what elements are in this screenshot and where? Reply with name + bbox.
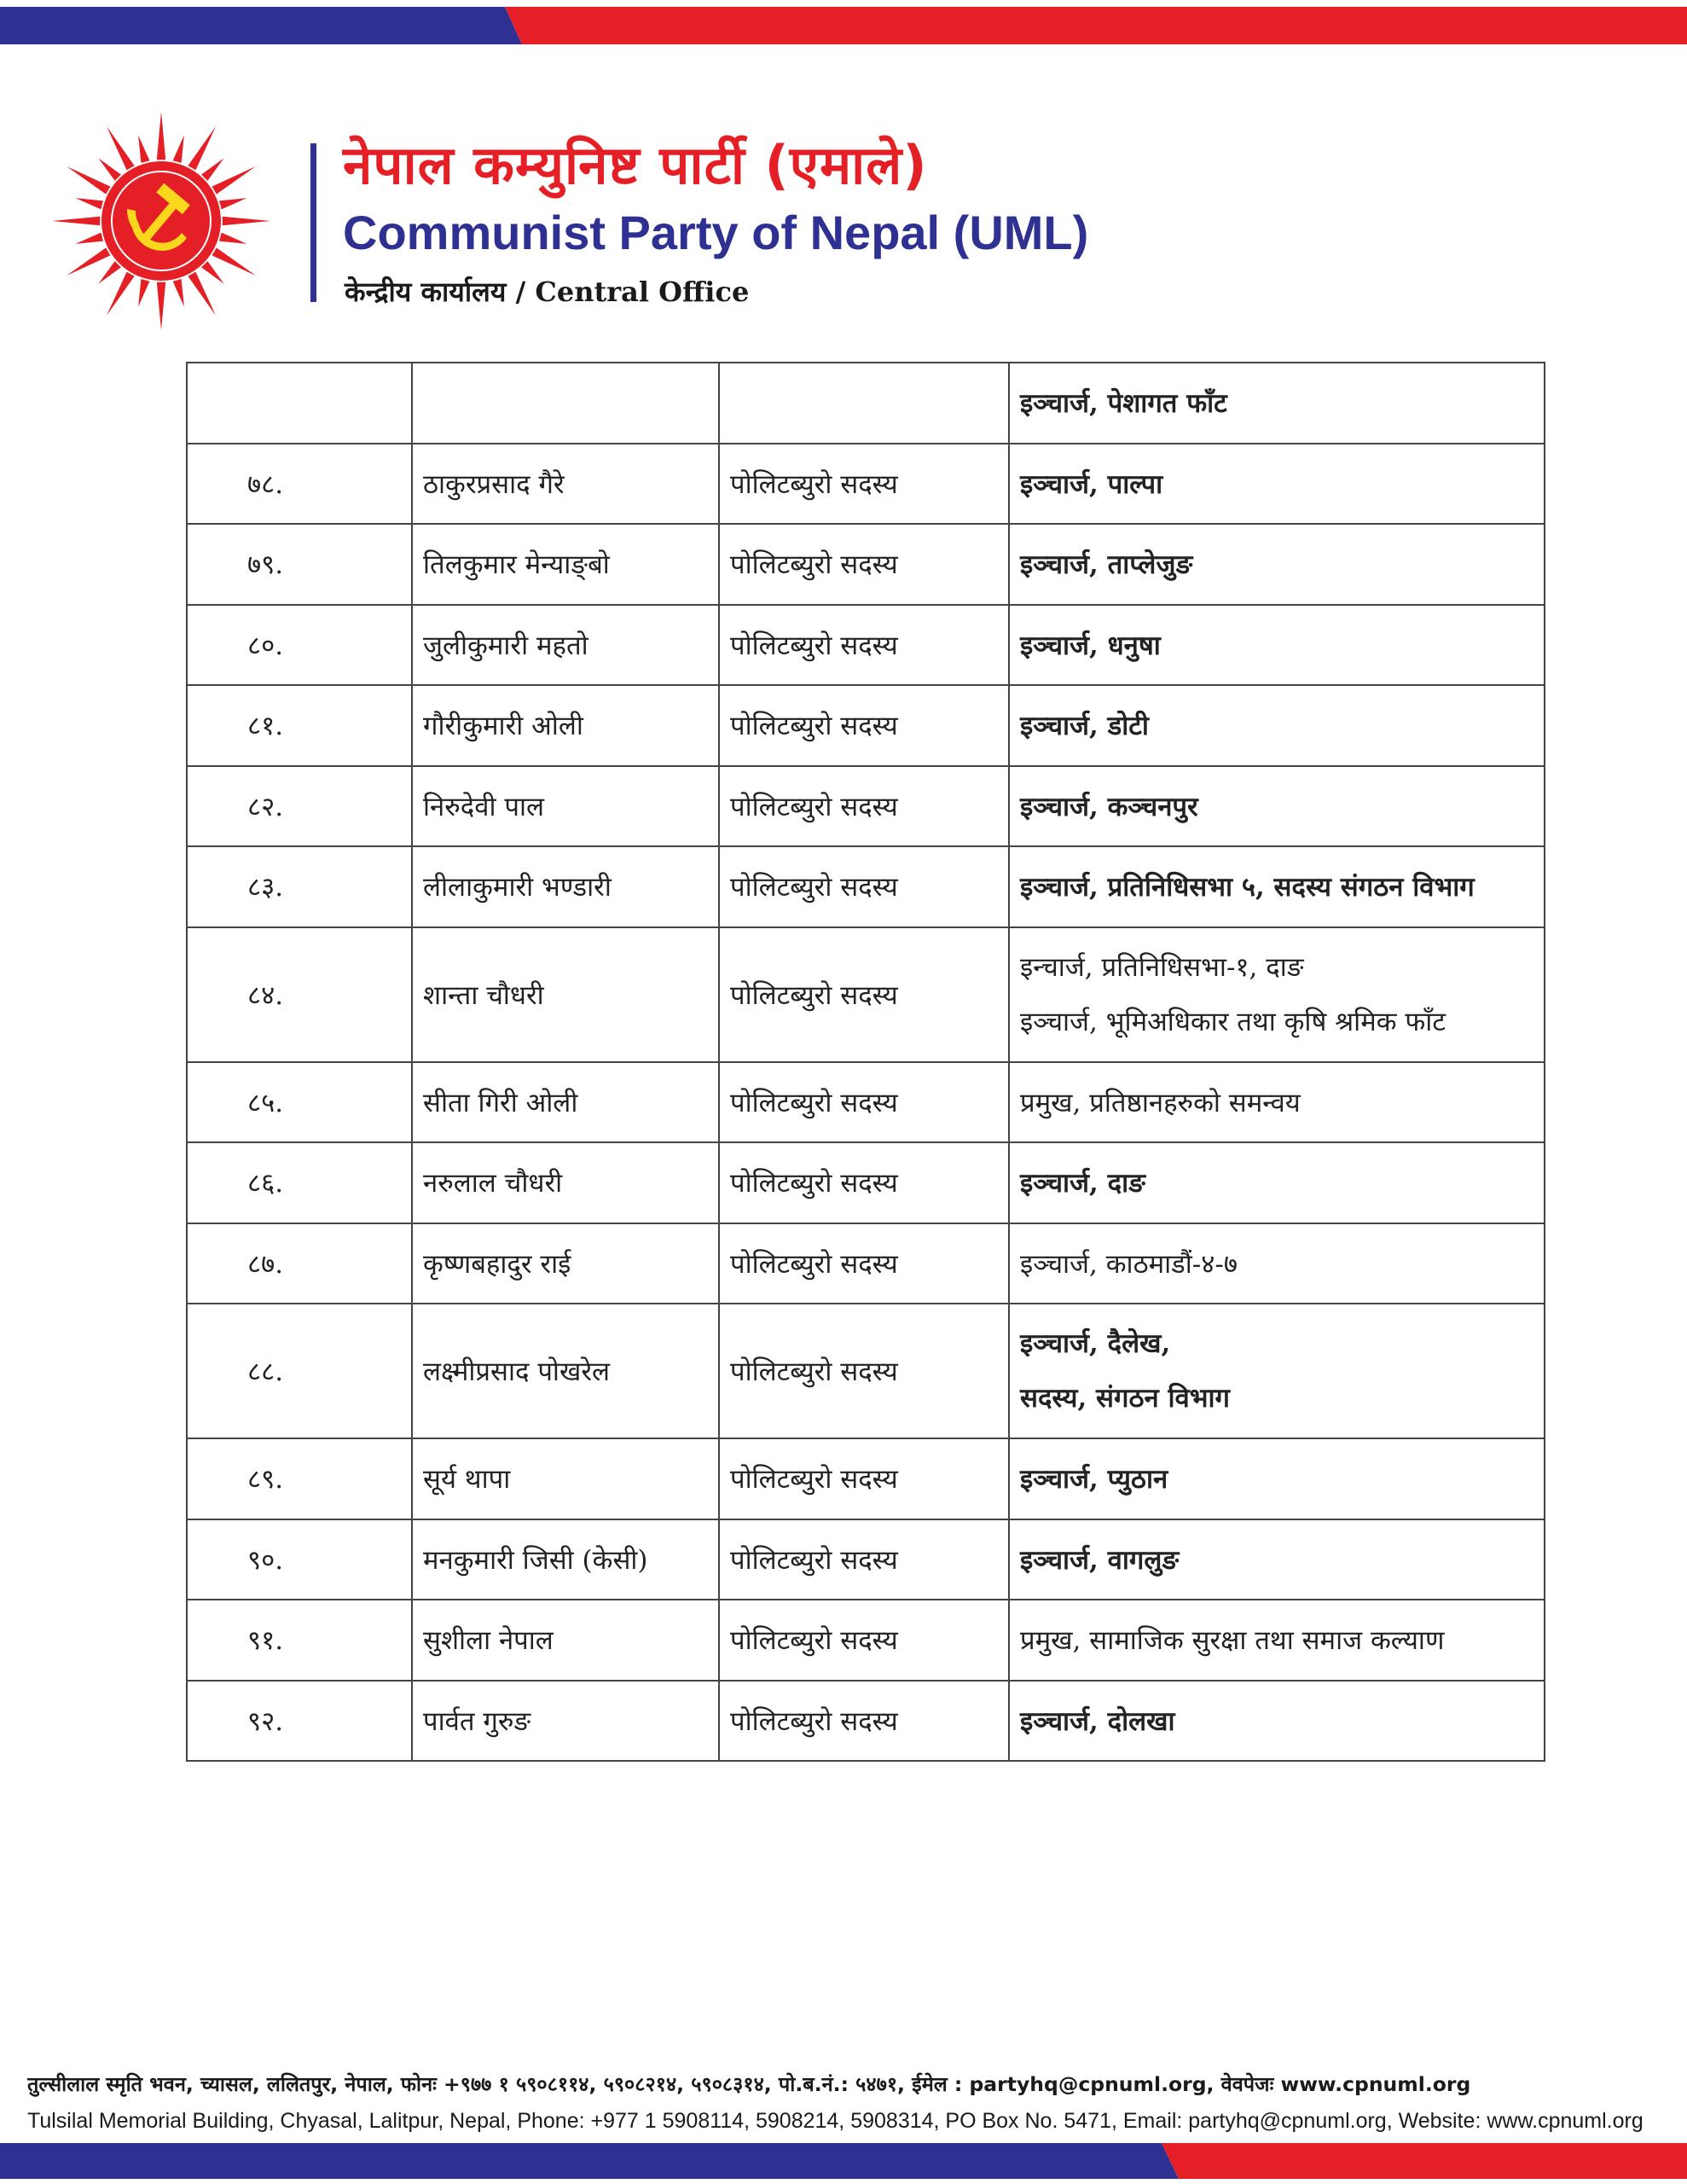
- member-name-cell: पार्वत गुरुङ: [412, 1681, 719, 1762]
- table-row: [187, 1223, 1545, 1304]
- responsibility-cell: [1009, 927, 1545, 1062]
- member-name-cell: सीता गिरी ओली: [412, 1062, 719, 1143]
- table-row: [187, 1142, 1545, 1223]
- member-name-cell: कृष्णबहादुर राई: [412, 1223, 719, 1304]
- responsibility-line: इञ्चार्ज, कञ्चनपुर: [1020, 791, 1198, 822]
- office-label: [345, 273, 749, 310]
- party-name-english: Communist Party of Nepal (UML): [343, 206, 1089, 259]
- serial-number-cell: ८७.: [187, 1223, 412, 1304]
- member-post-cell: पोलिटब्युरो सदस्य: [719, 1062, 1009, 1143]
- table-row: [187, 363, 1545, 444]
- responsibility-cell: [1009, 444, 1545, 525]
- member-post-cell: पोलिटब्युरो सदस्य: [719, 685, 1009, 766]
- responsibility-cell: [1009, 363, 1545, 444]
- responsibility-line: इञ्चार्ज, धनुषा: [1020, 630, 1161, 661]
- member-post-cell: पोलिटब्युरो सदस्य: [719, 524, 1009, 605]
- responsibility-line: इञ्चार्ज, पेशागत फाँट: [1020, 388, 1227, 420]
- member-post-cell: पोलिटब्युरो सदस्य: [719, 444, 1009, 525]
- member-name-cell: [412, 363, 719, 444]
- serial-number-cell: ९०.: [187, 1519, 412, 1600]
- member-name-cell: नरुलाल चौधरी: [412, 1142, 719, 1223]
- footer-address-nepali: तुल्सीलाल स्मृति भवन, च्यासल, ललितपुर, नेपाल, फोनः +९७७ १ ५९०८११४, ५९०८२१४, ५९०८३१४, पो.ब.नं.: ५४७१, ईमेल : partyhq@cpnuml.org, वेवपेजः www.cpnuml.org: [27, 2072, 1471, 2096]
- member-post-cell: पोलिटब्युरो सदस्य: [719, 1519, 1009, 1600]
- members-table: [186, 362, 1545, 1762]
- table-row: [187, 1681, 1545, 1762]
- responsibility-line: इञ्चार्ज, काठमाडौं-४-७: [1020, 1248, 1238, 1280]
- member-name-cell: गौरीकुमारी ओली: [412, 685, 719, 766]
- top-color-band: [0, 7, 1687, 44]
- serial-number-cell: ८६.: [187, 1142, 412, 1223]
- member-post-cell: पोलिटब्युरो सदस्य: [719, 766, 1009, 847]
- table-row: [187, 444, 1545, 525]
- responsibility-line: प्रमुख, प्रतिष्ठानहरुको समन्वय: [1020, 1087, 1301, 1118]
- serial-number-cell: [187, 363, 412, 444]
- member-name-cell: तिलकुमार मेन्याङ्बो: [412, 524, 719, 605]
- serial-number-cell: ८३.: [187, 846, 412, 927]
- table-row: [187, 846, 1545, 927]
- member-post-cell: पोलिटब्युरो सदस्य: [719, 1600, 1009, 1681]
- table-row: [187, 1519, 1545, 1600]
- member-name-cell: निरुदेवी पाल: [412, 766, 719, 847]
- table-row: [187, 1438, 1545, 1519]
- table-row: [187, 685, 1545, 766]
- responsibility-cell: [1009, 685, 1545, 766]
- member-post-cell: पोलिटब्युरो सदस्य: [719, 1142, 1009, 1223]
- member-post-cell: [719, 363, 1009, 444]
- responsibility-cell: [1009, 1142, 1545, 1223]
- table-row: [187, 524, 1545, 605]
- responsibility-cell: [1009, 1519, 1545, 1600]
- table-row: [187, 766, 1545, 847]
- member-post-cell: पोलिटब्युरो सदस्य: [719, 1223, 1009, 1304]
- serial-number-cell: ७९.: [187, 524, 412, 605]
- member-post-cell: पोलिटब्युरो सदस्य: [719, 927, 1009, 1062]
- responsibility-cell: [1009, 1304, 1545, 1438]
- responsibility-cell: [1009, 1438, 1545, 1519]
- table-row: [187, 927, 1545, 1062]
- responsibility-line: इञ्चार्ज, पाल्पा: [1020, 468, 1163, 500]
- member-name-cell: सुशीला नेपाल: [412, 1600, 719, 1681]
- member-post-cell: पोलिटब्युरो सदस्य: [719, 1438, 1009, 1519]
- responsibility-cell: [1009, 605, 1545, 686]
- responsibility-line: इञ्चार्ज, दैलेख,: [1020, 1328, 1171, 1359]
- serial-number-cell: ८१.: [187, 685, 412, 766]
- member-name-cell: लक्ष्मीप्रसाद पोखरेल: [412, 1304, 719, 1438]
- member-name-cell: जुलीकुमारी महतो: [412, 605, 719, 686]
- serial-number-cell: ९२.: [187, 1681, 412, 1762]
- bottom-color-band: [0, 2143, 1687, 2179]
- serial-number-cell: ८२.: [187, 766, 412, 847]
- serial-number-cell: ९१.: [187, 1600, 412, 1681]
- serial-number-cell: ८५.: [187, 1062, 412, 1143]
- serial-number-cell: ८९.: [187, 1438, 412, 1519]
- responsibility-cell: [1009, 1681, 1545, 1762]
- header-divider: [310, 143, 316, 302]
- responsibility-line: इन्चार्ज, प्रतिनिधिसभा-१, दाङ: [1020, 951, 1304, 983]
- serial-number-cell: ८०.: [187, 605, 412, 686]
- members-table-body: [187, 363, 1545, 1761]
- responsibility-line: इञ्चार्ज, ताप्लेजुङ: [1020, 549, 1193, 581]
- table-row: [187, 1304, 1545, 1438]
- responsibility-line: इञ्चार्ज, वागलुङ: [1020, 1544, 1180, 1576]
- responsibility-line: इञ्चार्ज, प्रतिनिधिसभा ५, सदस्य संगठन विभाग: [1020, 872, 1475, 903]
- table-row: [187, 605, 1545, 686]
- responsibility-cell: [1009, 1062, 1545, 1143]
- serial-number-cell: ८४.: [187, 927, 412, 1062]
- table-row: [187, 1062, 1545, 1143]
- member-post-cell: पोलिटब्युरो सदस्य: [719, 605, 1009, 686]
- responsibility-cell: [1009, 1600, 1545, 1681]
- member-name-cell: शान्ता चौधरी: [412, 927, 719, 1062]
- responsibility-line: इञ्चार्ज, दाङ: [1020, 1168, 1145, 1199]
- member-name-cell: सूर्य थापा: [412, 1438, 719, 1519]
- responsibility-line: इञ्चार्ज, प्युठान: [1020, 1464, 1168, 1496]
- responsibility-cell: [1009, 766, 1545, 847]
- table-row: [187, 1600, 1545, 1681]
- responsibility-line: इञ्चार्ज, डोटी: [1020, 711, 1149, 742]
- office-label-nepali: केन्द्रीय कार्यालय: [345, 276, 507, 308]
- responsibility-line: इञ्चार्ज, दोलखा: [1020, 1705, 1175, 1737]
- member-post-cell: पोलिटब्युरो सदस्य: [719, 846, 1009, 927]
- member-name-cell: ठाकुरप्रसाद गैरे: [412, 444, 719, 525]
- responsibility-cell: [1009, 846, 1545, 927]
- member-name-cell: लीलाकुमारी भण्डारी: [412, 846, 719, 927]
- serial-number-cell: ८८.: [187, 1304, 412, 1438]
- office-label-english: / Central Office: [515, 276, 750, 308]
- party-name-nepali: नेपाल कम्युनिष्ट पार्टी (एमाले): [343, 134, 928, 196]
- responsibility-cell: [1009, 1223, 1545, 1304]
- responsibility-line: सदस्य, संगठन विभाग: [1020, 1383, 1230, 1414]
- member-post-cell: पोलिटब्युरो सदस्य: [719, 1304, 1009, 1438]
- serial-number-cell: ७८.: [187, 444, 412, 525]
- sun-hammer-sickle-emblem-icon: [41, 109, 281, 333]
- responsibility-line: प्रमुख, सामाजिक सुरक्षा तथा समाज कल्याण: [1020, 1625, 1445, 1657]
- footer-address-english: Tulsilal Memorial Building, Chyasal, Lalitpur, Nepal, Phone: +977 1 5908114, 5908214, 5908314, PO Box No. 5471, Email: partyhq@cpnuml.org, Website: www.cpnuml.org: [27, 2109, 1644, 2133]
- member-post-cell: पोलिटब्युरो सदस्य: [719, 1681, 1009, 1762]
- responsibility-line: इञ्चार्ज, भूमिअधिकार तथा कृषि श्रमिक फाँट: [1020, 1006, 1446, 1037]
- responsibility-cell: [1009, 524, 1545, 605]
- member-name-cell: मनकुमारी जिसी (केसी): [412, 1519, 719, 1600]
